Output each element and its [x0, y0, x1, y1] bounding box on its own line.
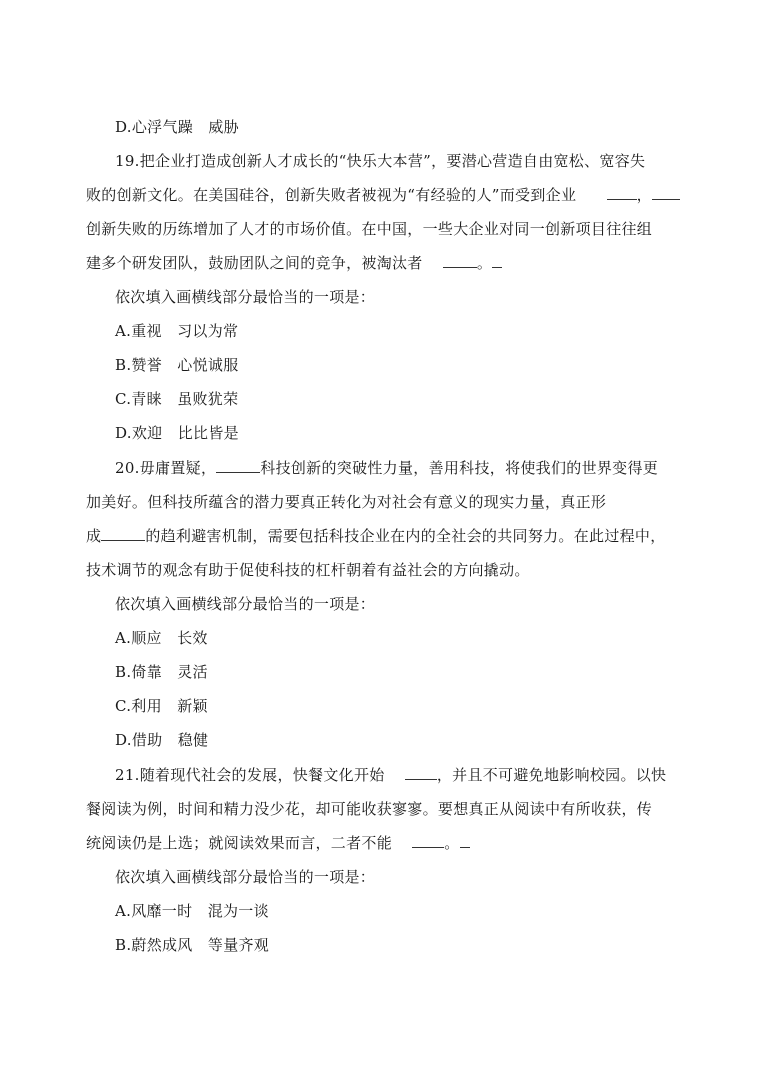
q19-stem-line-2 — [86, 185, 676, 205]
q19-blank-1 — [607, 185, 637, 200]
q19-option-c: C.青睐 虽败犹荣 — [115, 390, 239, 408]
q20-prompt: 依次填入画横线部分最恰当的一项是： — [115, 595, 376, 613]
q19-stem-line-4 — [86, 253, 676, 273]
q21-stem-line-3 — [86, 833, 676, 853]
q19-blank-1-tail — [652, 185, 680, 200]
q20-stem-text: 成 — [86, 527, 102, 545]
q19-option-d: D.欢迎 比比皆是 — [115, 424, 239, 442]
q19-option-a: A.重视 习以为常 — [115, 322, 239, 340]
q19-prompt: 依次填入画横线部分最恰当的一项是： — [115, 288, 376, 306]
q21-option-a: A.风靡一时 混为一谈 — [115, 902, 269, 920]
q20-stem-text: 的趋利避害机制，需要包括科技企业在内的全社会的共同努力。在此过程中， — [145, 527, 666, 545]
q20-stem-line-1 — [115, 458, 705, 478]
q19-comma: ， — [636, 186, 652, 204]
q20-option-d: D.借助 稳健 — [115, 731, 209, 749]
q20-stem-line-3 — [86, 526, 676, 546]
q21-stem-line-1 — [115, 765, 705, 785]
q21-prompt: 依次填入画横线部分最恰当的一项是： — [115, 868, 376, 886]
q21-option-b: B.蔚然成风 等量齐观 — [115, 936, 270, 954]
q21-blank-2-tail — [460, 833, 470, 848]
q20-option-b: B.倚靠 灵活 — [115, 663, 208, 681]
q18-option-d: D.心浮气躁 威胁 — [115, 118, 239, 136]
q19-blank-2 — [443, 253, 477, 268]
q21-stem-line-2: 餐阅读为例，时间和精力没少花，却可能收获寥寥。要想真正从阅读中有所收获，传 — [86, 800, 653, 818]
q20-stem-text: 20.毋庸置疑， — [115, 459, 217, 477]
q19-stem-text: 败的创新文化。在美国硅谷，创新失败者被视为“有经验的人”而受到企业 — [86, 186, 577, 204]
q20-blank-2 — [101, 526, 145, 541]
q20-option-c: C.利用 新颖 — [115, 697, 208, 715]
q21-stem-text: 统阅读仍是上选；就阅读效果而言，二者不能 — [86, 834, 393, 852]
q21-blank-2 — [412, 833, 444, 848]
q20-stem-text: 科技创新的突破性力量，善用科技，将使我们的世界变得更 — [260, 459, 659, 477]
q20-blank-1 — [216, 458, 260, 473]
q21-blank-1 — [405, 765, 437, 780]
q19-option-b: B.赞誉 心悦诚服 — [115, 356, 239, 374]
q19-blank-2-tail — [492, 253, 502, 268]
q21-stem-text: 21.随着现代社会的发展，快餐文化开始 — [115, 766, 385, 784]
q19-stem-line-1: 19.把企业打造成创新人才成长的“快乐大本营”，要潜心营造自由宽松、宽容失 — [115, 152, 646, 170]
q19-stem-text: 建多个研发团队，鼓励团队之间的竞争，被淘汰者 — [86, 254, 423, 272]
q20-option-a: A.顺应 长效 — [115, 629, 208, 647]
q20-stem-line-4: 技术调节的观念有助于促使科技的杠杆朝着有益社会的方向撬动。 — [86, 561, 530, 579]
q21-period: 。 — [444, 834, 460, 852]
q19-stem-line-3: 创新失败的历练增加了人才的市场价值。在中国，一些大企业对同一创新项目往往组 — [86, 220, 653, 238]
q19-period: 。 — [476, 254, 493, 272]
q20-stem-line-2: 加美好。但科技所蕴含的潜力要真正转化为对社会有意义的现实力量，真正形 — [86, 493, 607, 511]
q21-stem-text: ，并且不可避免地影响校园。以快 — [436, 766, 667, 784]
